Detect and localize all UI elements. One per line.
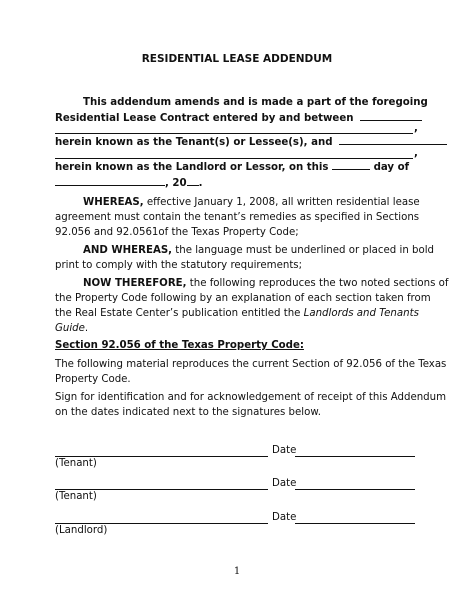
party-name-blank-1 — [55, 133, 413, 134]
intro-line-3-text: herein known as the Tenant(s) or Lessee(s), and — [55, 137, 333, 148]
whereas-1-lead: WHEREAS, — [83, 197, 144, 208]
whereas-2-text-1: the language must be underlined or placed in bold — [172, 245, 435, 256]
intro-line-2-text: Residential Lease Contract entered by and between — [55, 113, 354, 124]
landlord-role: (Landlord) — [55, 525, 108, 536]
whereas-1-text-1: effective January 1, 2008, all written residential lease — [143, 197, 420, 208]
whereas-1-line-3: 92.056 and 92.0561of the Texas Property Code; — [55, 227, 299, 238]
whereas-2-line-2: print to comply with the statutory requirements; — [55, 260, 303, 271]
therefore-text-3: the Real Estate Center’s publication entitled the — [55, 308, 304, 319]
section-heading: Section 92.056 of the Texas Property Code: — [55, 340, 304, 351]
section-text-line-1: The following material reproduces the current Section of 92.056 of the Texas — [55, 359, 447, 370]
party-name-blank-2 — [55, 158, 413, 159]
landlord-date-label: Date — [272, 512, 297, 523]
tenant-1-role: (Tenant) — [55, 458, 97, 469]
intro-end-period: . — [198, 178, 203, 189]
lessor-party-blank — [360, 120, 422, 121]
year-blank — [187, 185, 199, 186]
intro-line-3 — [55, 136, 447, 150]
tenant-1-date-line — [295, 456, 415, 457]
whereas-2-line-1 — [83, 244, 434, 258]
intro-line-4 — [55, 161, 409, 175]
comma-1: , — [414, 123, 418, 134]
landlord-name-blank-start — [339, 144, 447, 145]
tenant-2-date-line — [295, 489, 415, 490]
intro-line-2 — [55, 112, 422, 126]
section-text-line-2: Property Code. — [55, 374, 131, 385]
therefore-end-period: . — [84, 323, 89, 334]
landlord-date-line — [295, 523, 415, 524]
therefore-line-3 — [55, 307, 419, 321]
intro-line-4-text-b: day of — [373, 162, 410, 173]
tenant-2-date-label: Date — [272, 478, 297, 489]
tenant-2-role: (Tenant) — [55, 491, 97, 502]
tenant-1-date-label: Date — [272, 445, 297, 456]
day-blank — [332, 169, 370, 170]
intro-line-1: This addendum amends and is made a part of the foregoing — [83, 97, 428, 108]
therefore-lead: NOW THEREFORE, — [83, 278, 187, 289]
year-prefix: , 20 — [165, 178, 187, 189]
comma-2: , — [414, 148, 418, 159]
therefore-line-4 — [55, 322, 88, 336]
therefore-text-1: the following reproduces the two noted sections of — [186, 278, 449, 289]
whereas-1-line-2: agreement must contain the tenant’s remedies as specified in Sections — [55, 212, 420, 223]
month-blank — [55, 185, 165, 186]
publication-title-part-2: Guide — [55, 323, 85, 334]
publication-title-part-1: Landlords and Tenants — [303, 308, 419, 319]
whereas-1-line-1 — [83, 196, 420, 210]
sign-text-line-2: on the dates indicated next to the signatures below. — [55, 407, 321, 418]
page-number: 1 — [233, 566, 241, 577]
therefore-line-1 — [83, 277, 448, 291]
intro-line-5 — [55, 177, 202, 191]
document-title: RESIDENTIAL LEASE ADDENDUM — [141, 53, 333, 65]
intro-line-4-text-a: herein known as the Landlord or Lessor, on this — [55, 162, 329, 173]
sign-text-line-1: Sign for identification and for acknowledgement of receipt of this Addendum — [55, 392, 447, 403]
therefore-line-2: the Property Code following by an explanation of each section taken from — [55, 293, 431, 304]
whereas-2-lead: AND WHEREAS, — [83, 245, 173, 256]
